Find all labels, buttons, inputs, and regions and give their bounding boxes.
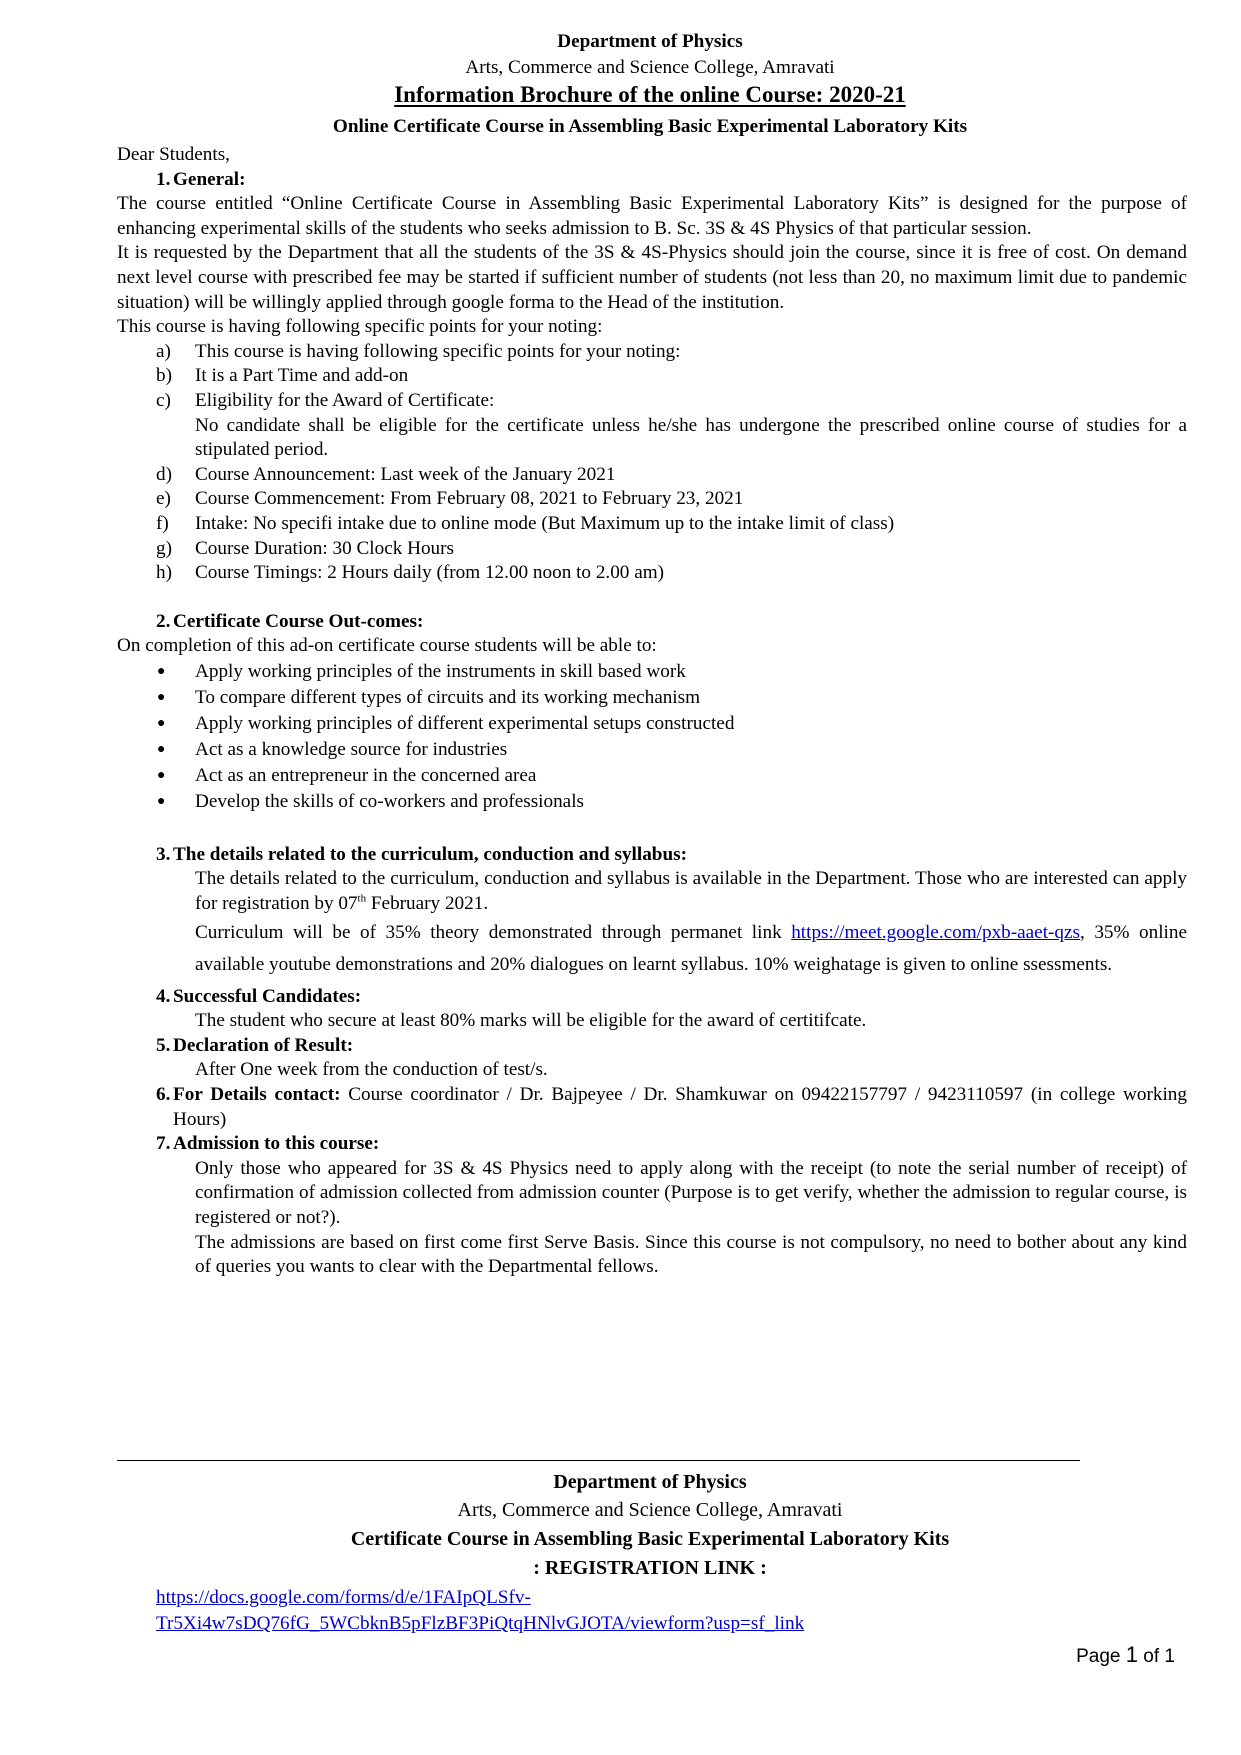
section-curriculum-heading (117, 843, 1187, 868)
list-item (117, 737, 1187, 763)
list-item (117, 659, 1187, 685)
section-number: 1. (156, 168, 171, 190)
list-item-text: It is a Part Time and add-on (195, 365, 409, 387)
section-title: Declaration of Result: (173, 1034, 354, 1056)
list-item-text: Course Commencement: From February 08, 2021 to February 23, 2021 (195, 488, 744, 510)
list-item-text: Course Duration: 30 Clock Hours (195, 537, 455, 559)
section-title: For Details contact: (173, 1084, 341, 1106)
curriculum-text: The details related to the curriculum, conduction and syllabus is available in the Department. Those who are interested can apply for registration by 07 (195, 868, 1187, 915)
section-contact (117, 1083, 1187, 1132)
footer-course-title: Certificate Course in Assembling Basic Experimental Laboratory Kits (350, 1528, 950, 1550)
curriculum-paragraph-2 (117, 917, 1187, 981)
section-general-heading (117, 168, 1187, 193)
outcomes-intro: On completion of this ad-on certificate course students will be able to: (117, 635, 657, 657)
curriculum-text: February 2021. (366, 893, 489, 915)
curriculum-paragraph-1 (117, 867, 1187, 916)
footer-department: Department of Physics (553, 1471, 747, 1493)
section-successful-heading (117, 985, 1187, 1010)
list-item (117, 537, 1187, 562)
general-paragraph-1: The course entitled “Online Certificate Course in Assembling Basic Experimental Laboratory Kits” is designed for the purpose of enhancing experimental skills of the students who seeks admission to B. Sc. 3S & 4S Physics of that particular session. (117, 193, 1187, 239)
section-number: 3. (156, 843, 171, 865)
footer-college: Arts, Commerce and Science College, Amravati (457, 1499, 843, 1521)
section-title: General: (173, 168, 246, 190)
section-number: 2. (156, 610, 171, 632)
list-marker: g) (156, 537, 172, 559)
list-marker: a) (156, 340, 171, 362)
list-item (117, 561, 1187, 586)
section-number: 5. (156, 1034, 171, 1056)
admission-paragraph-2: The admissions are based on first come first Serve Basis. Since this course is not compulsory, no need to bother about any kind of queries you wants to clear with the Departmental fellows. (195, 1231, 1187, 1278)
list-item-text: Apply working principles of the instruments in skill based work (195, 660, 686, 682)
section-title: The details related to the curriculum, conduction and syllabus: (173, 843, 688, 865)
list-item (117, 487, 1187, 512)
list-item-text: Eligibility for the Award of Certificate: (195, 389, 495, 411)
bullet-icon: ● (157, 767, 166, 783)
list-marker: f) (156, 512, 169, 534)
list-item-text: Apply working principles of different experimental setups constructed (195, 712, 735, 734)
bullet-icon: ● (157, 663, 166, 679)
list-marker: b) (156, 365, 172, 387)
bullet-icon: ● (157, 715, 166, 731)
list-marker: c) (156, 389, 171, 411)
result-text: After One week from the conduction of test/s. (195, 1059, 548, 1081)
course-subtitle: Online Certificate Course in Assembling Basic Experimental Laboratory Kits (332, 116, 968, 137)
list-item-text: To compare different types of circuits and its working mechanism (195, 686, 701, 708)
registration-label: : REGISTRATION LINK : (533, 1557, 767, 1579)
document-body (117, 143, 1187, 1280)
registration-link-line-2[interactable]: Tr5Xi4w7sDQ76fG_5WCbknB5pFlzBF3PiQtqHNlvGJOTA/viewform?usp=sf_link (156, 1613, 805, 1634)
list-item-text: Course Announcement: Last week of the January 2021 (195, 463, 616, 485)
list-item-subtext: No candidate shall be eligible for the certificate unless he/she has undergone the prescribed online course of studies for a stipulated period. (195, 414, 1187, 461)
list-item (117, 512, 1187, 537)
list-item-text: Course Timings: 2 Hours daily (from 12.00 noon to 2.00 am) (195, 562, 665, 584)
header-college: Arts, Commerce and Science College, Amravati (465, 57, 835, 78)
section-admission-heading (117, 1132, 1187, 1157)
list-item-text: This course is having following specific points for your noting: (195, 340, 681, 362)
ordinal-suffix: th (357, 892, 367, 905)
bullet-icon: ● (157, 741, 166, 757)
successful-text: The student who secure at least 80% marks will be eligible for the award of certitifcate. (195, 1010, 867, 1032)
page-number-prefix: Page (1076, 1646, 1126, 1667)
bullet-icon: ● (157, 689, 166, 705)
section-number: 7. (156, 1133, 171, 1155)
header-department: Department of Physics (557, 31, 743, 52)
registration-link-line-1[interactable]: https://docs.google.com/forms/d/e/1FAIpQLSfv- (156, 1587, 531, 1608)
list-item (117, 364, 1187, 389)
registration-link[interactable] (156, 1585, 804, 1637)
section-title: Certificate Course Out-comes: (173, 610, 424, 632)
bullet-icon: ● (157, 793, 166, 809)
section-outcomes-heading (117, 610, 1187, 635)
page-number-current: 1 (1125, 1642, 1139, 1667)
list-marker: h) (156, 562, 172, 584)
list-item-text: Act as a knowledge source for industries (195, 738, 508, 760)
section-result-heading (117, 1034, 1187, 1059)
list-item (117, 389, 1187, 463)
section-title: Admission to this course: (173, 1133, 380, 1155)
general-points-intro: This course is having following specific points for your noting: (117, 316, 603, 338)
list-item-text: Act as an entrepreneur in the concerned area (195, 764, 537, 786)
page-number-total: 1 (1164, 1646, 1175, 1667)
document-title: Information Brochure of the online Course: 2020-21 (394, 82, 906, 107)
list-item (117, 463, 1187, 488)
list-item (117, 789, 1187, 815)
meet-link[interactable]: https://meet.google.com/pxb-aaet-qzs (791, 921, 1080, 943)
page-number (1076, 1643, 1175, 1670)
admission-paragraph-1: Only those who appeared for 3S & 4S Physics need to apply along with the receipt (to note the serial number of receipt) of confirmation of admission collected from admission counter (Purpose is to get verify, whether the admission to regular course, is registered or not?). (195, 1157, 1187, 1228)
section-divider (117, 1460, 1080, 1461)
list-item (117, 763, 1187, 789)
general-paragraph-2: It is requested by the Department that all the students of the 3S & 4S-Physics should join the course, since it is free of cost. On demand next level course with prescribed fee may be started if sufficient number of students (not less than 20, no maximum limit due to pandemic situation) will be willingly applied through google forma to the Head of the institution. (117, 242, 1187, 313)
list-marker: d) (156, 463, 172, 485)
list-item (117, 685, 1187, 711)
page-number-separator: of (1138, 1646, 1165, 1667)
list-item (117, 340, 1187, 365)
contact-text: Course coordinator / Dr. Bajpeyee / Dr. Shamkuwar on 09422157797 / 9423110597 (in college working Hours) (173, 1084, 1187, 1130)
list-item-text: Develop the skills of co-workers and professionals (195, 790, 584, 812)
list-item (117, 711, 1187, 737)
section-title: Successful Candidates: (173, 985, 362, 1007)
greeting: Dear Students, (117, 144, 230, 165)
list-item-text: Intake: No specifi intake due to online mode (But Maximum up to the intake limit of class) (195, 512, 895, 534)
curriculum-text: , 35% online available youtube demonstrations and 20% dialogues on learnt syllabus. 10% weighatage is given to online ssessments. (195, 921, 1187, 975)
curriculum-text: Curriculum will be of 35% theory demonstrated through permanet link (195, 921, 792, 943)
section-number: 4. (156, 985, 171, 1007)
section-number: 6. (156, 1084, 171, 1106)
list-marker: e) (156, 488, 171, 510)
